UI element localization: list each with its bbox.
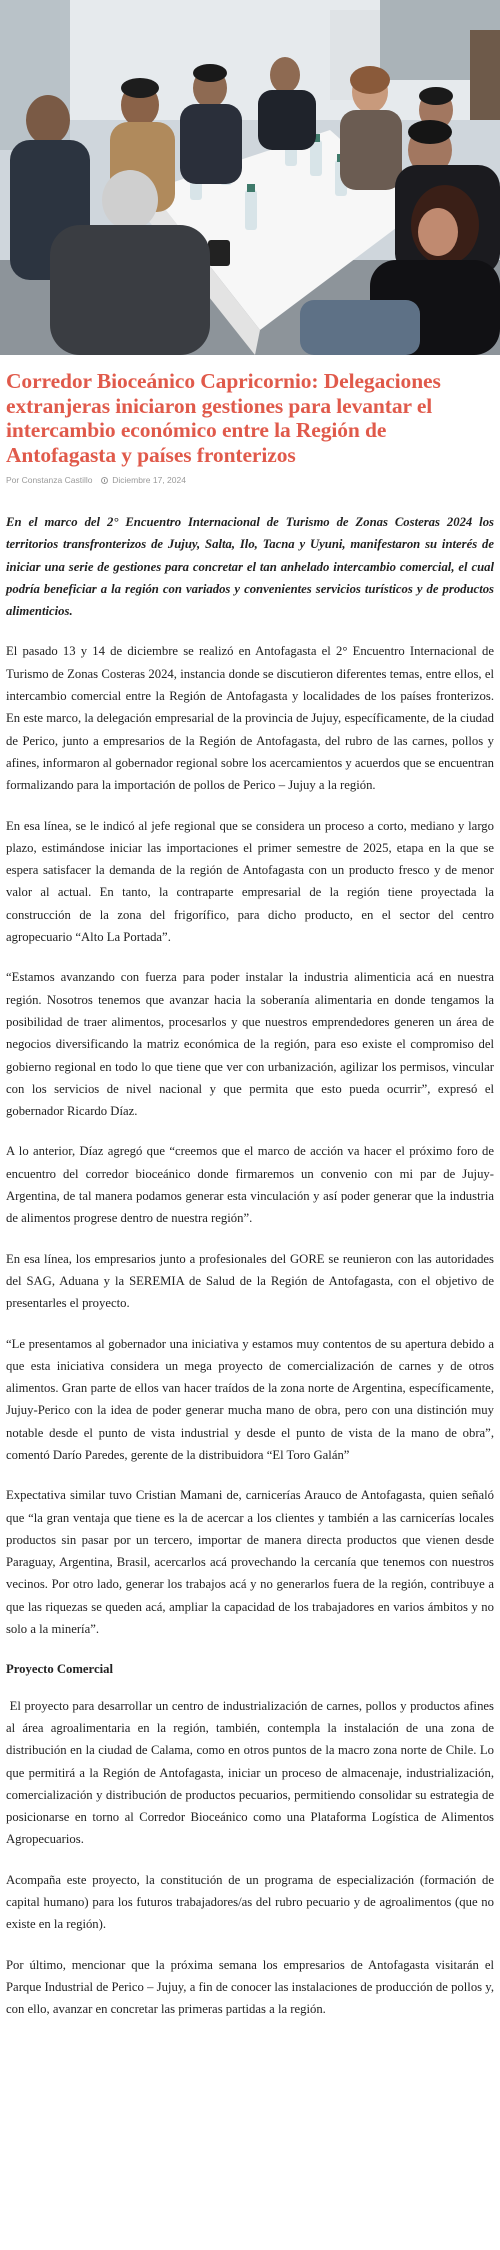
article (0, 355, 500, 2021)
article-paragraph: El proyecto para desarrollar un centro de industrialización de carnes, pollos y productos afines al área agroalimentaria en la región, también, contempla la instalación de una zona de distribución en la ciudad de Calama, como en otros puntos de la macro zona norte de Chile. Lo que permitirá a la Región de Antofagasta, iniciar un proceso de almacenaje, industrialización, comercialización y distribución de productos pecuarios, permitiendo consolidar su estrategia de posicionarse en torno al Corredor Bioceánico como una Plataforma Logística de Alimentos Agropecuarios. (6, 1698, 498, 1847)
article-meta (6, 475, 494, 485)
article-body (6, 511, 498, 2021)
article-paragraph: “Le presentamos al gobernador una iniciativa y estamos muy contentos de su apertura debido a que esta iniciativa considera un mega proyecto de comercialización de carnes y de otros alimentos. Gran parte de ellos van hacer traídos de la zona norte de Argentina, específicamente, Jujuy-Perico con la idea de poder generar mucha mano de obra, pero con una distinción muy notable desde el punto de vista industrial y desde el punto de vista de la mano de obra”, comentó Darío Paredes, gerente de la distribuidora “El Toro Galán” (6, 1336, 494, 1462)
article-subheading: Proyecto Comercial (6, 1662, 113, 1677)
clock-icon (101, 477, 108, 484)
article-hero-photo (0, 0, 500, 355)
article-paragraph: El pasado 13 y 14 de diciembre se realizó en Antofagasta el 2° Encuentro Internacional de Turismo de Zonas Costeras 2024, instancia donde se discutieron diferentes temas, entre ellos, el intercambio comercial entre la Región de Antofagasta y localidades de los países fronterizos. En este marco, la delegación empresarial de la provincia de Jujuy, específicamente, de la ciudad de Perico, junto a empresarios de la Región de Antofagasta, del rubro de las carnes, pollos y afines, informaron al gobernador regional sobre los acercamientos y acuerdos que se encuentran formalizando para la importación de pollos de Perico – Jujuy a la región. (6, 644, 494, 793)
article-paragraph: Expectativa similar tuvo Cristian Mamani de, carnicerías Arauco de Antofagasta, quien señaló que “la gran ventaja que tiene es la de acercar a los clientes y también a las carnicerías locales productos sin pasar por un tercero, importar de manera directa productos que vienen desde Paraguay, Argentina, Brasil, acercarlos acá provechando la cercanía que tenemos con nuestros vecinos. Por otro lado, generar los trabajos acá y no generarlos fuera de la región, contribuye a que las riquezas se queden acá, ampliar la capacidad de los trabajadores en varios ámbitos y no solo a la minería”. (6, 1488, 494, 1637)
article-paragraph: “Estamos avanzando con fuerza para poder instalar la industria alimenticia acá en nuestra región. Nosotros tenemos que avanzar hacia la soberanía alimentaria en donde tengamos la posibilidad de traer alimentos, procesarlos y que nuestros emprendedores generen un área de negocios diversificando la matriz económica de la región, para eso existe el compromiso del gobierno regional en todo lo que tiene que ver con urbanización, agilizar los permisos, vincular con los servicios de nivel nacional y que permita que esto pueda ocurrir”, expresó el gobernador Ricardo Díaz. (6, 970, 494, 1119)
article-lead: En el marco del 2° Encuentro Internacional de Turismo de Zonas Costeras 2024 los territorios transfronterizos de Jujuy, Salta, Ilo, Tacna y Uyuni, manifestaron su interés de iniciar una serie de gestiones para concretar el tan anhelado intercambio comercial, el cual podría beneficiar a la región con variados y convenientes servicios turísticos y de productos alimenticios. (6, 515, 494, 619)
article-date: Diciembre 17, 2024 (112, 475, 186, 485)
article-paragraph: Acompaña este proyecto, la constitución de un programa de especialización (formación de capital humano) para los futuros trabajadores/as del rubro pecuario y de agroalimentos (que no existe en la región). (6, 1872, 494, 1932)
article-paragraph: En esa línea, los empresarios junto a profesionales del GORE se reunieron con las autoridades del SAG, Aduana y la SEREMIA de Salud de la Región de Antofagasta, con el objetivo de presentarles el proyecto. (6, 1251, 494, 1311)
article-paragraph: A lo anterior, Díaz agregó que “creemos que el marco de acción va hacer el próximo foro de encuentro del corredor bioceánico donde firmaremos un convenio con mi par de Jujuy-Argentina, de tal manera podamos generar esta vinculación y así poder generar que la industria de alimentos progrese dentro de nuestra región”. (6, 1144, 494, 1226)
article-author[interactable]: Por Constanza Castillo (6, 475, 93, 485)
article-paragraph: Por último, mencionar que la próxima semana los empresarios de Antofagasta visitarán el Parque Industrial de Perico – Jujuy, a fin de conocer las instalaciones de producción de pollos y, con ello, avanzar en concretar las primeras partidas a la región. (6, 1957, 494, 2017)
meeting-photo (0, 0, 500, 355)
article-title: Corredor Bioceánico Capricornio: Delegaciones extranjeras iniciaron gestiones para levantar el intercambio económico entre la Región de Antofagasta y países fronterizos (6, 369, 441, 467)
article-paragraph: En esa línea, se le indicó al jefe regional que se considera un proceso a corto, mediano y largo plazo, estimándose iniciar las importaciones el primer semestre de 2025, etapa en la que se espera satisfacer la demanda de la región de Antofagasta con un producto fresco y de menor valor al actual. En tanto, la contraparte empresarial de la región tiene proyectada la construcción de la zona del frigorífico, para dicho producto, en el sector del centro agropecuario “Alto La Portada”. (6, 818, 494, 945)
